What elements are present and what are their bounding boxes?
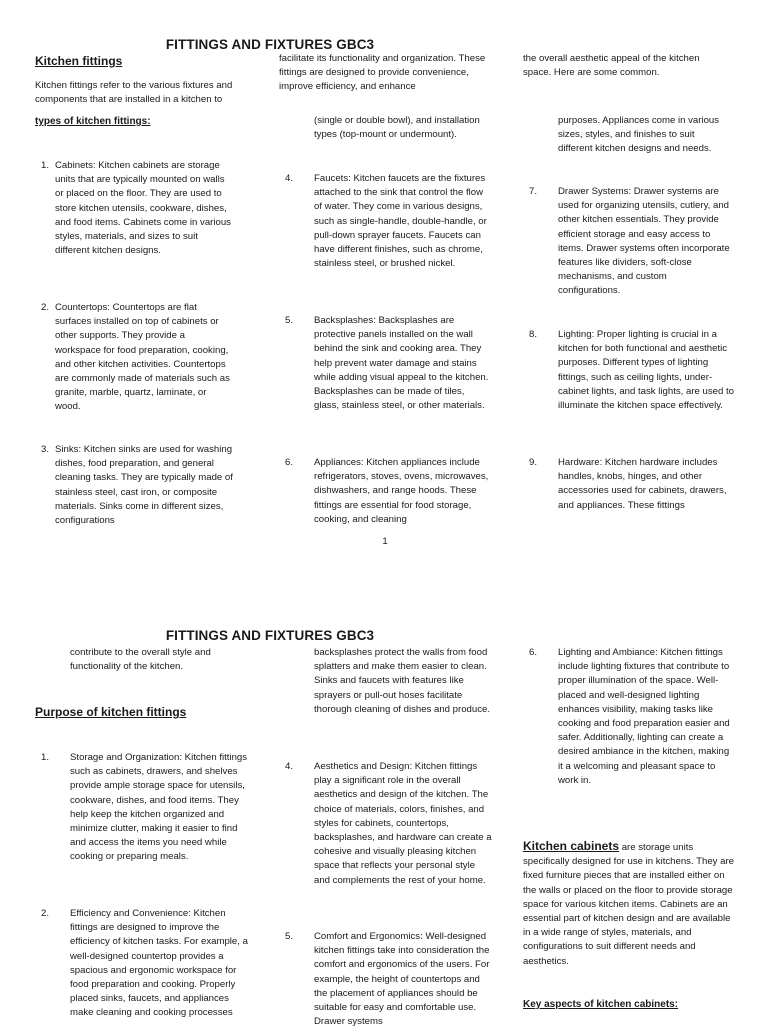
key-aspects-heading: Key aspects of kitchen cabinets:	[523, 999, 679, 1010]
list-text: Backsplashes: Backsplashes are protective panels installed on the wall behind the sink and cooking area. They help prevent water damage and stains while adding visual appeal to the kitchen. Backsplashes can be made of tiles, glass, stainless steel, or other materials.	[314, 315, 489, 412]
list-number: 1.	[40, 160, 49, 171]
list-text: Storage and Organization: Kitchen fittings such as cabinets, drawers, and shelves provide ample storage space for utensils, cookware, dishes, and food items. They help keep the kitchen organized and minimize clutter, making it easier to find and access the items you need while cooking or preparing meals.	[70, 752, 248, 863]
kitchen-cabinets-paragraph	[523, 839, 735, 969]
list-number: 6.	[284, 457, 293, 468]
types-subheading: types of kitchen fittings:	[35, 116, 151, 127]
list-number: 5.	[284, 931, 293, 942]
list-number: 6.	[528, 647, 537, 658]
kitchen-fittings-heading: Kitchen fittings	[35, 54, 123, 68]
list-text: Efficiency and Convenience: Kitchen fittings are designed to improve the efficiency of kitchen tasks. For example, a well-designed countertop provides a spacious and ergonomic workspace for food preparation and cooking. Properly placed sinks, faucets, and appliances make cleaning and cooking processes	[70, 908, 248, 1019]
appliances-continued: purposes. Appliances come in various sizes, styles, and finishes to suit different kitchen designs and needs.	[558, 115, 720, 155]
list-text: Appliances: Kitchen appliances include refrigerators, stoves, ovens, microwaves, dishwashers, and range hoods. These fittings are essential for food storage, cooking, and cleaning	[314, 457, 489, 525]
list-text: Aesthetics and Design: Kitchen fittings play a significant role in the overall aesthetics and design of the kitchen. The choice of materials, colors, finishes, and styles for cabinets, countertops, backsplashes, and hardware can create a cohesive and visually pleasing kitchen space that reflects your personal style and complements the rest of your home.	[314, 761, 492, 886]
sinks-continued: (single or double bowl), and installation types (top-mount or undermount).	[314, 115, 480, 141]
page-2	[0, 600, 768, 1028]
list-text: Drawer Systems: Drawer systems are used for organizing utensils, cutlery, and other kitchen essentials. They provide efficient storage and easy access to items. Drawer systems often incorporate features like dividers, soft-close mechanisms, and custom configurations.	[558, 186, 730, 297]
list-number: 7.	[528, 186, 537, 197]
list-text: Comfort and Ergonomics: Well-designed kitchen fittings take into consideration the comfort and ergonomics of the users. For example, the height of countertops and the placement of appliances should be suitable for easy and comfortable use. Drawer systems	[314, 931, 490, 1028]
list-number: 2.	[40, 302, 49, 313]
intro-paragraph: Kitchen fittings refer to the various fixtures and components that are installed in a kitchen to	[35, 80, 233, 106]
list-number: 4.	[284, 173, 293, 184]
intro-end: the overall aesthetic appeal of the kitchen space. Here are some common.	[523, 53, 700, 79]
list-text: Countertops: Countertops are flat surfaces installed on top of cabinets or other supports. They provide a workspace for food preparation, cooking, and other kitchen activities. Countertops are commonly made of materials such as granite, marble, quartz, laminate, or wood.	[55, 302, 230, 413]
list-text: Hardware: Kitchen hardware includes handles, knobs, hinges, and other accessories used for cabinets, drawers, and appliances. These fittings	[558, 457, 727, 511]
list-number: 5.	[284, 315, 293, 326]
list-number: 4.	[284, 761, 293, 772]
intro-continued: facilitate its functionality and organization. These fittings are designed to provide convenience, improve efficiency, and enhance	[279, 53, 486, 93]
purpose-heading: Purpose of kitchen fittings	[35, 705, 187, 719]
list-text: Lighting and Ambiance: Kitchen fittings include lighting fixtures that contribute to proper illumination of the space. Well-placed and well-designed lighting enhances visibility, making tasks like cooking and food preparation easier and safer. Additionally, lighting can create a desired ambiance in the kitchen, making it a welcoming and pleasant space to work in.	[558, 647, 730, 786]
list-text: Sinks: Kitchen sinks are used for washing dishes, food preparation, and general cleaning tasks. They are typically made of stainless steel, cast iron, or composite materials. Sinks come in different sizes, configurations	[55, 444, 233, 527]
kitchen-cabinets-heading: Kitchen cabinets	[523, 839, 620, 853]
list-number: 9.	[528, 457, 537, 468]
kitchen-cabinets-text: are storage units specifically designed for use in kitchens. They are fixed furniture pieces that are installed either on the walls or placed on the floor to provide storage space for various kitchen items. Cabinets are an essential part of kitchen design and are available in a wide range of styles, materials, and configurations to suit different needs and aesthetics.	[523, 842, 734, 967]
page-number: 1	[382, 536, 388, 547]
comfort-continued: backsplashes protect the walls from food splatters and make them easier to clean. Sinks and faucets with features like sprayers or pull-out hoses facilitate thorough cleaning of dishes and produce.	[314, 647, 491, 715]
list-number: 2.	[40, 908, 49, 919]
page-title: FITTINGS AND FIXTURES GBC3	[165, 628, 375, 643]
hardware-continued: contribute to the overall style and functionality of the kitchen.	[70, 647, 211, 673]
list-number: 1.	[40, 752, 49, 763]
list-text: Faucets: Kitchen faucets are the fixtures attached to the sink that control the flow of water. They come in various designs, such as single-handle, double-handle, or pull-down sprayer faucets. Faucets can have different finishes, such as chrome, stainless steel, or brushed nickel.	[314, 173, 487, 270]
list-text: Lighting: Proper lighting is crucial in a kitchen for both functional and aesthetic purposes. Different types of lighting fittings, such as ceiling lights, under-cabinet lights, and task lights, are used to illuminate the kitchen space effectively.	[558, 329, 734, 412]
page-title: FITTINGS AND FIXTURES GBC3	[165, 37, 375, 52]
list-number: 3.	[40, 444, 49, 455]
list-text: Cabinets: Kitchen cabinets are storage units that are typically mounted on walls or placed on the floor. They are used to store kitchen utensils, cookware, dishes, and food items. Cabinets come in various styles, materials, and sizes to suit different kitchen designs.	[55, 160, 231, 257]
list-number: 8.	[528, 329, 537, 340]
